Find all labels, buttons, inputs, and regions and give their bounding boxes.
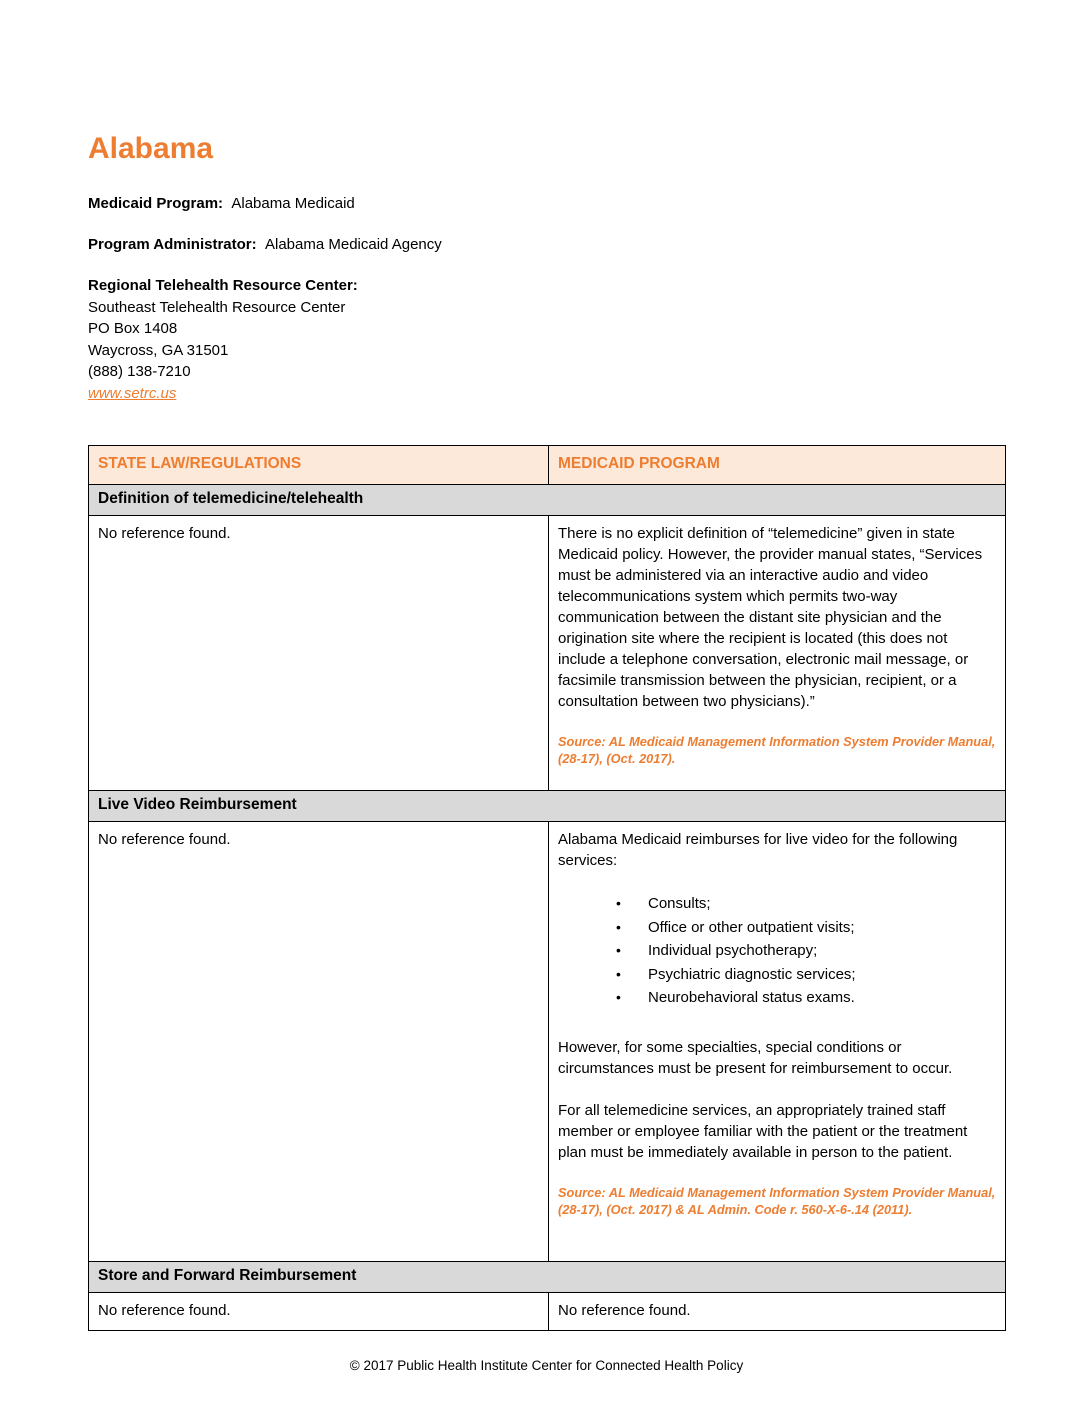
program-administrator-label: Program Administrator: [88, 236, 257, 253]
list-item [616, 986, 996, 1010]
service-psychotherapy: Individual psychotherapy; [648, 942, 818, 959]
program-administrator-value: Alabama Medicaid Agency [264, 236, 442, 253]
live-video-left-text: No reference found. [98, 831, 231, 848]
medicaid-program-line [88, 193, 1005, 214]
cell-store-forward-medicaid [549, 1293, 1006, 1331]
service-office-visits: Office or other outpatient visits; [648, 918, 855, 936]
section-header-row-live-video [89, 791, 1006, 822]
bullet-icon: • [616, 989, 621, 1005]
bullet-icon: • [616, 942, 621, 958]
bullet-icon: • [616, 965, 621, 982]
rtrc-website-link[interactable]: www.setrc.us [88, 384, 177, 402]
rtrc-city-state-zip: Waycross, GA 31501 [88, 341, 229, 359]
bullet-icon: • [616, 918, 621, 935]
rtrc-block [88, 275, 1005, 404]
section-header-row-definition [89, 485, 1006, 516]
list-item [616, 939, 996, 963]
rtrc-phone: (888) 138-7210 [88, 363, 191, 380]
list-item [616, 963, 996, 987]
column-header-medicaid-program: MEDICAID PROGRAM [549, 446, 1006, 485]
live-video-conditions-paragraph: However, for some specialties, special conditions or circumstances must be present for reimbursement to occur. [558, 1038, 953, 1077]
table-row [89, 516, 1006, 791]
page-title: Alabama [88, 132, 214, 165]
list-item [616, 916, 996, 940]
cell-store-forward-state-law [89, 1293, 549, 1331]
section-heading-definition: Definition of telemedicine/telehealth [89, 485, 1006, 516]
live-video-intro: Alabama Medicaid reimburses for live video for the following services: [558, 831, 958, 869]
service-consults: Consults; [648, 895, 711, 912]
service-neurobehavioral: Neurobehavioral status exams. [648, 989, 855, 1006]
list-item [616, 892, 996, 916]
section-heading-live-video: Live Video Reimbursement [89, 791, 1006, 822]
cell-definition-medicaid [549, 516, 1006, 791]
rtrc-label: Regional Telehealth Resource Center: [88, 277, 358, 294]
medicaid-program-label: Medicaid Program: [88, 195, 224, 212]
table-header-row [89, 446, 1006, 485]
definition-left-text: No reference found. [98, 525, 231, 542]
cell-definition-state-law [89, 516, 549, 791]
program-administrator-line [88, 234, 1005, 255]
store-forward-left-text: No reference found. [98, 1302, 231, 1319]
service-psychiatric-diagnostic: Psychiatric diagnostic services; [648, 965, 856, 983]
definition-source-citation: Source: AL Medicaid Management Information System Provider Manual, (28-17), (Oct. 2017). [558, 734, 996, 766]
column-header-state-law: STATE LAW/REGULATIONS [89, 446, 549, 485]
copyright-footer: © 2017 Public Health Institute Center for Connected Health Policy [349, 1358, 744, 1373]
section-heading-store-forward: Store and Forward Reimbursement [89, 1262, 1006, 1293]
medicaid-program-value: Alabama Medicaid [231, 195, 355, 212]
cell-live-video-state-law [89, 822, 549, 1262]
store-forward-right-text: No reference found. [558, 1302, 691, 1319]
section-header-row-store-forward [89, 1262, 1006, 1293]
live-video-services-list [558, 892, 996, 1010]
policy-table [88, 445, 1006, 1331]
cell-live-video-medicaid [549, 822, 1006, 1262]
live-video-source-citation: Source: AL Medicaid Management Information System Provider Manual, (28-17), (Oct. 2017) & AL Admin. Code r. 560-X-6-.14 (2011). [558, 1184, 996, 1217]
definition-paragraph: There is no explicit definition of “telemedicine” given in state Medicaid policy. However, the provider manual states, “Services must be administered via an interactive audio and video telecommunications system which permits two-way communication between the distant site physician and the origination site where the recipient is located (this does not include a telephone conversation, electronic mail message, or facsimile transmission between the physician, recipient, or a consultation between two physicians).” [558, 525, 983, 710]
table-row [89, 1293, 1006, 1331]
table-row [89, 822, 1006, 1262]
bullet-icon: • [616, 895, 621, 911]
rtrc-name: Southeast Telehealth Resource Center [88, 298, 346, 316]
rtrc-po-box: PO Box 1408 [88, 320, 178, 337]
live-video-staff-paragraph: For all telemedicine services, an appropriately trained staff member or employee familiar with the patient or the treatment plan must be immediately available in person to the patient. [558, 1101, 968, 1161]
